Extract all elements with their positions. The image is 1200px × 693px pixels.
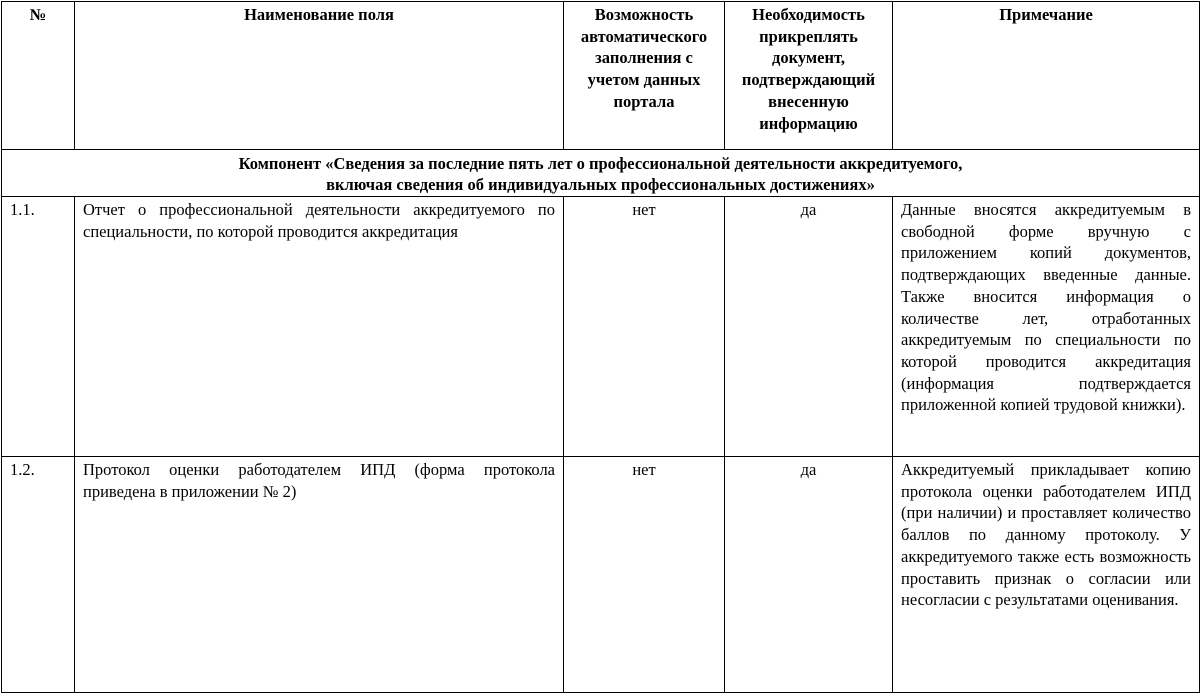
header-auto-fill-line: портала xyxy=(613,91,675,111)
header-auto-fill-line: Возможность xyxy=(594,5,694,24)
row-note: Данные вносятся аккредитуемым в свободной форме вручную с приложением копий документов, подтверждающих введенные данные. Также вносится информация о количестве лет, отработанных аккредитуемым по специальности по которой проводится аккредитация (информация подтверждается приложенной копией трудовой книжки). xyxy=(893,197,1200,457)
table-row xyxy=(2,457,1200,693)
header-attach-line: подтверждающий xyxy=(741,70,876,90)
header-auto-fill-line: заполнения с xyxy=(595,48,693,68)
section-title-line: Компонент «Сведения за последние пять лет о профессиональной деятельности аккредитуемого, xyxy=(238,154,963,173)
header-attach-line: Необходимость xyxy=(752,5,865,24)
section-title-line: включая сведения об индивидуальных профессиональных достижениях» xyxy=(326,175,875,194)
row-field-name: Протокол оценки работодателем ИПД (форма протокола приведена в приложении № 2) xyxy=(75,457,564,693)
row-field-name: Отчет о профессиональной деятельности аккредитуемого по специальности, по которой проводится аккредитация xyxy=(75,197,564,457)
header-attach-document xyxy=(725,2,893,150)
row-number: 1.2. xyxy=(2,457,75,693)
row-attach-document: да xyxy=(725,457,893,693)
row-number: 1.1. xyxy=(2,197,75,457)
header-note: Примечание xyxy=(893,2,1200,150)
table-row xyxy=(2,197,1200,457)
row-auto-fill: нет xyxy=(564,457,725,693)
header-attach-line: документ, xyxy=(772,48,845,68)
accreditation-fields-table xyxy=(1,1,1200,693)
row-attach-document: да xyxy=(725,197,893,457)
header-number: № xyxy=(2,2,75,150)
row-note: Аккредитуемый прикладывает копию протокола оценки работодателем ИПД (при наличии) и проставляет количество баллов по данному протоколу. У аккредитуемого также есть возможность проставить признак о согласии или несогласии с результатами оценивания. xyxy=(893,457,1200,693)
row-auto-fill: нет xyxy=(564,197,725,457)
header-auto-fill-line: учетом данных xyxy=(587,70,701,90)
header-attach-line: информацию xyxy=(759,113,858,133)
header-auto-fill xyxy=(564,2,725,150)
header-field-name: Наименование поля xyxy=(75,2,564,150)
header-attach-line: прикреплять xyxy=(759,26,858,46)
header-auto-fill-line: автоматического xyxy=(580,26,708,46)
header-attach-line: внесенную xyxy=(768,91,849,111)
section-row xyxy=(2,150,1200,197)
header-row xyxy=(2,2,1200,150)
section-title xyxy=(2,150,1200,197)
